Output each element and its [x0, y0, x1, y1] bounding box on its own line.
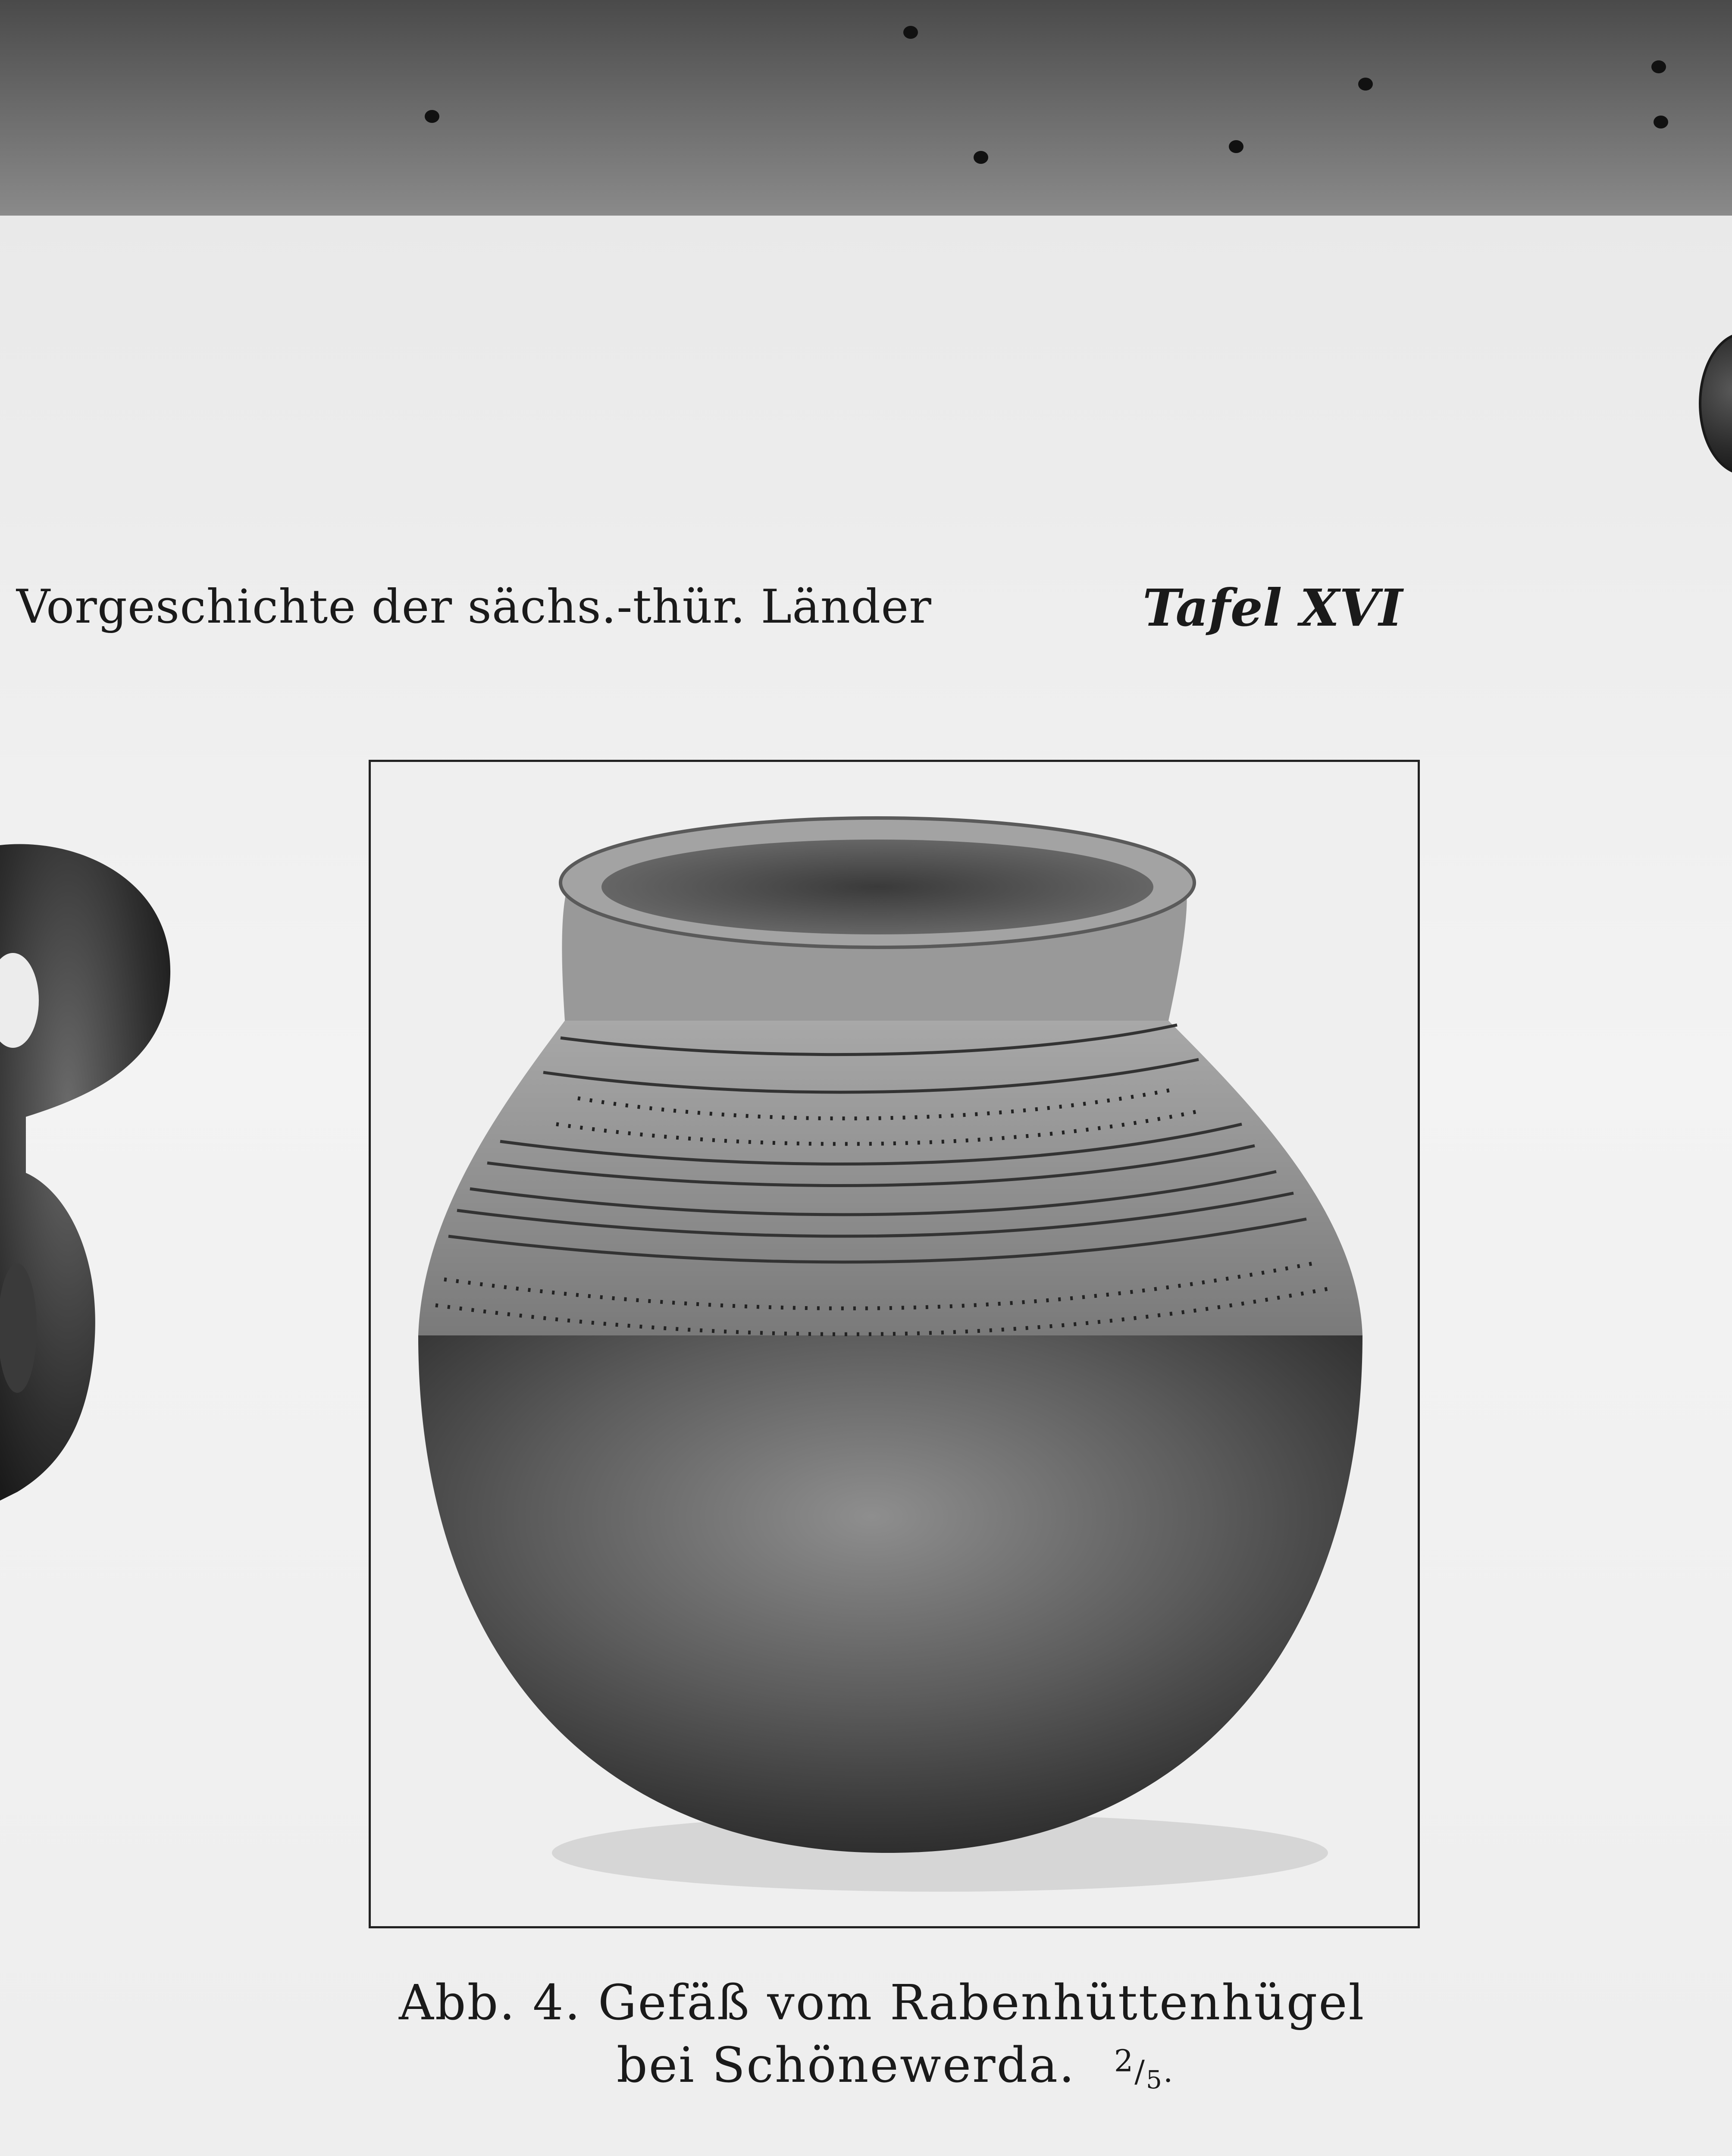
running-head: Vorgeschichte der sächs.-thür. Länder	[16, 580, 932, 634]
figure-caption-continued	[617, 2037, 1174, 2094]
figure-frame	[369, 760, 1420, 1928]
figure-caption: Abb. 4. Gefäß vom Rabenhüttenhügel	[399, 1975, 1366, 2031]
caption-location: bei Schönewerda.	[617, 2037, 1076, 2093]
pin-hole	[1654, 116, 1668, 128]
pin-hole	[903, 26, 918, 39]
backing-board	[0, 0, 1732, 216]
adjacent-artifact-image	[0, 819, 181, 1552]
scale-ratio: $^2/_5$.	[1114, 2043, 1175, 2094]
plate-label: Tafel XVI	[1143, 578, 1403, 638]
scale-denominator: 5	[1146, 2065, 1163, 2094]
pin-hole	[1229, 140, 1243, 153]
pin-hole	[425, 110, 439, 123]
scale-numerator: 2	[1114, 2043, 1135, 2079]
vessel-photograph	[371, 762, 1418, 1926]
pin-hole	[974, 151, 988, 164]
pin-hole	[1651, 60, 1666, 73]
pin-hole	[1358, 78, 1373, 91]
